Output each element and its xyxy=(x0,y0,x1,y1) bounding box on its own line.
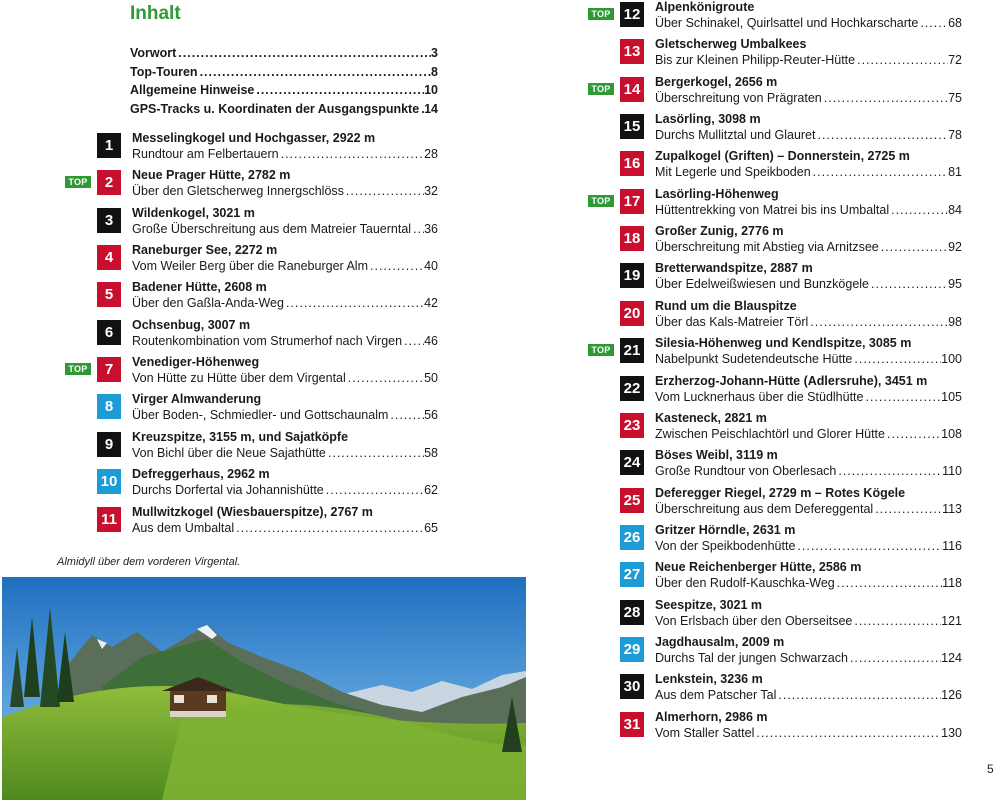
tour-number: 13 xyxy=(620,39,644,64)
leader-dots xyxy=(411,221,424,237)
top-badge: TOP xyxy=(588,195,614,207)
tour-description: Große Überschreitung aus dem Matreier Tauerntal xyxy=(132,221,412,236)
tour-description: Durchs Dorfertal via Johannishütte xyxy=(132,483,324,498)
tour-text xyxy=(655,0,962,31)
tour-entry[interactable] xyxy=(65,243,438,274)
tour-text xyxy=(655,261,962,292)
tour-number: 5 xyxy=(97,282,121,307)
tour-name: Venediger-Höhenweg xyxy=(132,355,260,370)
tour-number: 6 xyxy=(97,320,121,345)
tour-entry[interactable] xyxy=(588,37,962,68)
tour-subline xyxy=(655,389,962,405)
tour-name: Bretterwandspitze, 2887 m xyxy=(655,261,813,276)
tour-entry[interactable] xyxy=(588,261,962,292)
tour-entry[interactable] xyxy=(65,505,438,536)
tour-description: Über Schinakel, Quirlsattel und Hochkarscharte xyxy=(655,16,919,30)
tour-number: 7 xyxy=(97,357,121,382)
tour-text xyxy=(655,336,962,367)
tour-page: 28 xyxy=(424,147,438,161)
tour-number: 17 xyxy=(620,189,644,214)
tour-entry[interactable] xyxy=(65,206,438,237)
tour-name: Böses Weibl, 3119 m xyxy=(655,448,778,463)
tour-name: Großer Zunig, 2776 m xyxy=(655,224,784,239)
tour-number: 14 xyxy=(620,77,644,102)
leader-dots xyxy=(855,52,948,68)
top-badge: TOP xyxy=(588,8,614,20)
tour-page: 36 xyxy=(424,221,438,236)
tour-subline xyxy=(132,445,438,461)
leader-dots xyxy=(889,202,948,218)
tour-entry[interactable] xyxy=(588,598,962,629)
tour-entry[interactable] xyxy=(588,336,962,367)
tour-description: Über Edelweißwiesen und Bunzkögele xyxy=(655,277,870,292)
leader-dots xyxy=(776,687,941,703)
tour-subline xyxy=(655,463,962,479)
tour-page: 58 xyxy=(424,445,438,460)
front-matter-item[interactable] xyxy=(130,83,438,102)
tour-description: Überschreitung mit Abstieg via Arnitzsee xyxy=(655,240,879,255)
leader-dots xyxy=(822,90,948,106)
tour-number: 10 xyxy=(97,469,121,494)
tour-number: 30 xyxy=(620,674,644,699)
tour-subline xyxy=(655,127,962,143)
tour-text xyxy=(655,598,962,629)
tour-entry[interactable] xyxy=(588,672,962,703)
tour-name: Erzherzog-Johann-Hütte (Adlersruhe), 3451 m xyxy=(655,373,928,388)
front-matter-item[interactable] xyxy=(130,102,438,121)
leader-dots xyxy=(279,146,424,162)
leader-dots xyxy=(795,538,942,554)
tour-text xyxy=(655,411,962,442)
tour-name: Almerhorn, 2986 m xyxy=(655,709,768,724)
tour-text xyxy=(132,206,438,237)
tour-subline xyxy=(655,650,962,666)
leader-dots xyxy=(879,239,948,255)
tour-text xyxy=(655,486,962,517)
alpine-meadow-image xyxy=(2,577,526,800)
tour-page: 78 xyxy=(948,128,962,143)
tour-subline xyxy=(655,164,962,180)
tour-entry[interactable] xyxy=(588,560,962,591)
tour-text xyxy=(655,635,962,666)
tour-number: 29 xyxy=(620,637,644,662)
tour-subline xyxy=(132,183,438,199)
tour-page: 95 xyxy=(948,277,962,292)
tour-name: Neue Reichenberger Hütte, 2586 m xyxy=(655,560,862,575)
tour-text xyxy=(655,672,962,703)
tour-subline xyxy=(655,725,962,741)
tour-name: Virger Almwanderung xyxy=(132,392,262,407)
tour-number: 31 xyxy=(620,712,644,737)
front-matter-page: 14 xyxy=(424,102,438,117)
tour-subline xyxy=(132,520,438,536)
tour-text xyxy=(655,299,962,330)
tour-number: 16 xyxy=(620,151,644,176)
front-matter-label: GPS-Tracks u. Koordinaten der Ausgangspunkte xyxy=(130,102,420,117)
tour-description: Von Erlsbach über den Oberseitsee xyxy=(655,613,853,628)
front-matter-item[interactable] xyxy=(130,46,438,65)
tour-name: Seespitze, 3021 m xyxy=(655,597,763,612)
tour-entry[interactable] xyxy=(65,430,438,461)
tour-page: 75 xyxy=(948,90,962,105)
tour-name: Deferegger Riegel, 2729 m – Rotes Kögele xyxy=(655,485,906,500)
leader-dots xyxy=(852,613,941,629)
tour-text xyxy=(655,187,962,218)
tour-page: 116 xyxy=(942,538,962,553)
tour-subline xyxy=(655,90,962,106)
tour-description: Bis zur Kleinen Philipp-Reuter-Hütte xyxy=(655,53,856,68)
front-matter-label: Vorwort xyxy=(130,46,177,60)
leader-dots xyxy=(754,725,941,741)
front-matter-page: 8 xyxy=(431,64,438,79)
tour-number: 26 xyxy=(620,525,644,550)
tour-page: 130 xyxy=(941,725,962,740)
page-title: Inhalt xyxy=(130,3,181,24)
front-matter-item[interactable] xyxy=(130,65,438,84)
tour-name: Lenkstein, 3236 m xyxy=(655,672,763,687)
leader-dots xyxy=(885,426,941,442)
tour-number: 12 xyxy=(620,2,644,27)
tour-text xyxy=(655,448,962,479)
tour-description: Rundtour am Felbertauern xyxy=(132,147,279,161)
tour-text xyxy=(132,467,438,498)
tour-description: Mit Legerle und Speikboden xyxy=(655,165,811,180)
tour-description: Große Rundtour von Oberlesach xyxy=(655,464,837,479)
tour-name: Kreuzspitze, 3155 m, und Sajatköpfe xyxy=(132,429,349,444)
tour-description: Durchs Mullitztal und Glauret xyxy=(655,128,816,143)
tour-description: Vom Weiler Berg über die Raneburger Alm xyxy=(132,259,368,274)
tour-page: 32 xyxy=(424,184,438,199)
tour-number: 24 xyxy=(620,450,644,475)
tour-description: Über Boden-, Schmiedler- und Gottschaunalm xyxy=(132,408,389,423)
tour-name: Lasörling, 3098 m xyxy=(655,112,761,127)
tour-subline xyxy=(655,501,962,517)
tour-subline xyxy=(132,146,438,162)
tour-entry[interactable] xyxy=(65,280,438,311)
leader-dots xyxy=(254,83,424,102)
tour-number: 15 xyxy=(620,114,644,139)
tour-entry[interactable] xyxy=(588,523,962,554)
tour-name: Bergerkogel, 2656 m xyxy=(655,74,778,89)
tour-description: Durchs Tal der jungen Schwarzach xyxy=(655,650,848,665)
tour-text xyxy=(655,37,962,68)
tour-page: 108 xyxy=(941,426,962,441)
top-badge: TOP xyxy=(65,176,91,188)
tour-number: 27 xyxy=(620,562,644,587)
tour-text xyxy=(132,243,438,274)
tour-entry[interactable] xyxy=(588,224,962,255)
leader-dots xyxy=(836,463,942,479)
tour-page: 100 xyxy=(941,352,962,367)
front-matter-page: 3 xyxy=(431,46,438,60)
tour-subline xyxy=(655,538,962,554)
tour-description: Über den Gaßla-Anda-Weg xyxy=(132,296,284,311)
tour-name: Badener Hütte, 2608 m xyxy=(132,280,267,295)
tour-page: 50 xyxy=(424,371,438,386)
page-number: 5 xyxy=(987,762,994,776)
tour-description: Überschreitung von Prägraten xyxy=(655,90,822,105)
tour-text xyxy=(132,131,438,162)
tour-subline xyxy=(132,295,438,311)
tour-entry[interactable] xyxy=(588,0,962,31)
tour-text xyxy=(132,168,438,199)
tour-text xyxy=(655,224,962,255)
front-matter-label: Top-Touren xyxy=(130,64,198,79)
top-badge: TOP xyxy=(588,83,614,95)
tour-entry[interactable] xyxy=(65,355,438,386)
tour-description: Aus dem Umbaltal xyxy=(132,520,235,535)
tour-subline xyxy=(655,351,962,367)
tour-number: 4 xyxy=(97,245,121,270)
leader-dots xyxy=(852,351,941,367)
tour-page: 126 xyxy=(941,688,962,703)
tour-description: Über das Kals-Matreier Törl xyxy=(655,314,809,329)
tour-description: Vom Staller Sattel xyxy=(655,725,755,740)
tour-description: Über den Gletscherweg Innergschlöss xyxy=(132,184,344,199)
tour-entry[interactable] xyxy=(588,635,962,666)
tour-number: 19 xyxy=(620,263,644,288)
leader-dots xyxy=(402,333,424,349)
tour-description: Hüttentrekking von Matrei bis ins Umbaltal xyxy=(655,202,890,217)
tour-page: 62 xyxy=(424,483,438,498)
leader-dots xyxy=(388,407,424,423)
leader-dots xyxy=(815,127,948,143)
tour-entry[interactable] xyxy=(588,486,962,517)
tour-subline xyxy=(132,482,438,498)
tour-subline xyxy=(132,370,438,386)
tour-subline xyxy=(655,52,962,68)
tour-entry[interactable] xyxy=(65,392,438,423)
tour-text xyxy=(132,318,438,349)
tour-subline xyxy=(655,314,962,330)
tour-description: Überschreitung aus dem Defereggental xyxy=(655,501,874,516)
tour-name: Lasörling-Höhenweg xyxy=(655,186,779,201)
tour-name: Messelingkogel und Hochgasser, 2922 m xyxy=(132,131,376,145)
leader-dots xyxy=(848,650,941,666)
tour-name: Alpenkönigroute xyxy=(655,0,755,14)
tour-text xyxy=(655,523,962,554)
leader-dots xyxy=(324,482,424,498)
tour-number: 11 xyxy=(97,507,121,532)
leader-dots xyxy=(811,164,948,180)
leader-dots xyxy=(176,46,431,65)
tour-description: Von Bichl über die Neue Sajathütte xyxy=(132,445,326,460)
tour-text xyxy=(655,75,962,106)
leader-dots xyxy=(918,15,948,31)
leader-dots xyxy=(346,370,424,386)
top-badge: TOP xyxy=(65,363,91,375)
landscape-photo xyxy=(2,577,526,800)
front-matter-page: 10 xyxy=(424,83,438,98)
tour-subline xyxy=(132,333,438,349)
tour-entry[interactable] xyxy=(65,168,438,199)
tour-name: Raneburger See, 2272 m xyxy=(132,243,278,258)
tour-number: 21 xyxy=(620,338,644,363)
tour-text xyxy=(132,430,438,461)
tour-number: 22 xyxy=(620,376,644,401)
leader-dots xyxy=(344,183,424,199)
tour-name: Silesia-Höhenweg und Kendlspitze, 3085 m xyxy=(655,336,912,351)
tour-name: Neue Prager Hütte, 2782 m xyxy=(132,168,291,183)
leader-dots xyxy=(873,501,942,517)
tour-name: Jagdhausalm, 2009 m xyxy=(655,634,785,649)
tour-subline xyxy=(132,258,438,274)
tour-page: 121 xyxy=(941,613,962,628)
tour-text xyxy=(655,560,962,591)
tour-text xyxy=(655,374,962,405)
tour-subline xyxy=(655,239,962,255)
tour-page: 118 xyxy=(942,576,962,591)
tour-text xyxy=(655,112,962,143)
tour-entry[interactable] xyxy=(588,112,962,143)
tour-subline xyxy=(655,202,962,218)
tour-subline xyxy=(655,575,962,591)
tour-page: 92 xyxy=(948,240,962,255)
leader-dots xyxy=(863,389,941,405)
front-matter-list xyxy=(130,46,438,121)
tour-text xyxy=(655,149,962,180)
tour-page: 84 xyxy=(948,202,962,217)
tour-name: Kasteneck, 2821 m xyxy=(655,410,767,425)
tour-entry[interactable] xyxy=(588,299,962,330)
tour-number: 23 xyxy=(620,413,644,438)
tour-description: Von Hütte zu Hütte über dem Virgental xyxy=(132,371,346,386)
leader-dots xyxy=(326,445,424,461)
tour-name: Gritzer Hörndle, 2631 m xyxy=(655,522,796,537)
tour-name: Ochsenbug, 3007 m xyxy=(132,317,251,332)
tour-page: 124 xyxy=(941,650,962,665)
leader-dots xyxy=(869,276,948,292)
tour-entry[interactable] xyxy=(588,75,962,106)
tour-page: 56 xyxy=(424,408,438,423)
tour-name: Zupalkogel (Griften) – Donnerstein, 2725 m xyxy=(655,149,910,164)
top-badge: TOP xyxy=(588,344,614,356)
tour-text xyxy=(132,355,438,386)
tour-entry[interactable] xyxy=(588,448,962,479)
tour-number: 1 xyxy=(97,133,121,158)
tour-description: Aus dem Patscher Tal xyxy=(655,688,777,703)
front-matter-label: Allgemeine Hinweise xyxy=(130,83,255,98)
tour-subline xyxy=(655,613,962,629)
tour-number: 20 xyxy=(620,301,644,326)
tour-entry[interactable] xyxy=(65,318,438,349)
tour-number: 18 xyxy=(620,226,644,251)
tour-number: 8 xyxy=(97,394,121,419)
tour-entry[interactable] xyxy=(65,131,438,162)
tour-subline xyxy=(132,221,438,237)
tour-entry[interactable] xyxy=(588,411,962,442)
tour-page: 65 xyxy=(424,520,438,535)
tour-page: 46 xyxy=(424,333,438,348)
tour-page: 40 xyxy=(424,259,438,274)
tour-subline xyxy=(655,426,962,442)
tour-number: 2 xyxy=(97,170,121,195)
tour-page: 105 xyxy=(941,389,962,404)
tour-subline xyxy=(655,15,962,31)
photo-caption: Almidyll über dem vorderen Virgental. xyxy=(57,556,241,568)
tour-page: 68 xyxy=(948,16,962,30)
tour-entry[interactable] xyxy=(588,374,962,405)
tour-text xyxy=(132,392,438,423)
tour-entry[interactable] xyxy=(588,149,962,180)
tour-description: Zwischen Peischlachtörl und Glorer Hütte xyxy=(655,426,885,441)
leader-dots xyxy=(198,65,431,84)
leader-dots xyxy=(835,575,942,591)
tour-name: Gletscherweg Umbalkees xyxy=(655,37,807,52)
tour-number: 9 xyxy=(97,432,121,457)
tour-page: 98 xyxy=(948,314,962,329)
tour-entry[interactable] xyxy=(588,187,962,218)
leader-dots xyxy=(234,520,424,536)
tour-entry[interactable] xyxy=(588,710,962,741)
tour-name: Wildenkogel, 3021 m xyxy=(132,205,255,220)
tour-page: 110 xyxy=(942,464,962,479)
leader-dots xyxy=(368,258,424,274)
tour-subline xyxy=(132,407,438,423)
tour-name: Rund um die Blauspitze xyxy=(655,298,797,313)
tour-description: Über den Rudolf-Kauschka-Weg xyxy=(655,576,835,591)
tour-subline xyxy=(655,276,962,292)
tour-description: Routenkombination vom Strumerhof nach Virgen xyxy=(132,333,403,348)
tour-name: Mullwitzkogel (Wiesbauerspitze), 2767 m xyxy=(132,504,373,519)
tour-text xyxy=(132,505,438,536)
tour-number: 25 xyxy=(620,488,644,513)
tour-description: Von der Speikbodenhütte xyxy=(655,538,796,553)
tour-name: Defreggerhaus, 2962 m xyxy=(132,467,270,482)
tour-page: 113 xyxy=(942,501,962,516)
tour-text xyxy=(132,280,438,311)
tour-subline xyxy=(655,687,962,703)
tour-page: 42 xyxy=(424,296,438,311)
tour-number: 3 xyxy=(97,208,121,233)
leader-dots xyxy=(808,314,948,330)
tour-number: 28 xyxy=(620,600,644,625)
tour-description: Vom Lucknerhaus über die Stüdlhütte xyxy=(655,389,864,404)
tour-page: 81 xyxy=(948,165,962,180)
tour-description: Nabelpunkt Sudetendeutsche Hütte xyxy=(655,352,853,367)
tour-entry[interactable] xyxy=(65,467,438,498)
leader-dots xyxy=(284,295,424,311)
tour-page: 72 xyxy=(948,53,962,68)
tour-text xyxy=(655,710,962,741)
